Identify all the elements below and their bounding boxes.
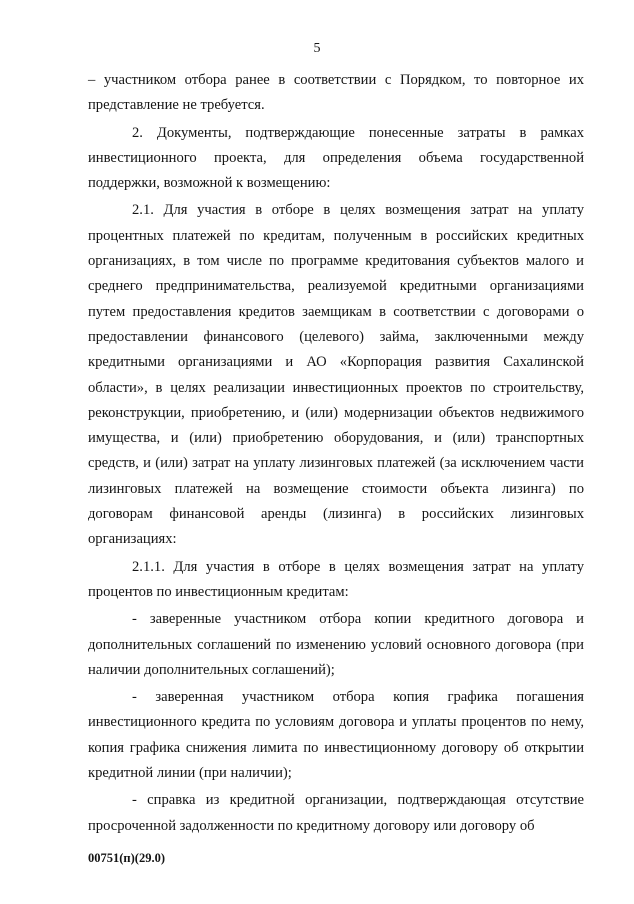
list-item: - заверенные участником отбора копии кредитного договора и дополнительных соглашений по изменению условий основного договора (при наличии дополнительных соглашений);	[88, 611, 584, 678]
page-number: 5	[313, 41, 321, 56]
list-item: - заверенная участником отбора копия графика погашения инвестиционного кредита по условиям договора и уплаты процентов по нему, копия графика снижения лимита по инвестиционному договору об открытии кредитной линии (при наличии);	[88, 689, 584, 782]
paragraph: 2.1. Для участия в отборе в целях возмещения затрат на уплату процентных платежей по кредитам, полученным в российских кредитных организациях, в том числе по программе кредитования субъектов малого и среднего предпринимательства, реализуемой кредитными организациями путем предоставления кредитов заемщикам в соответствии с договорами о предоставлении финансового (целевого) займа, заключенными между кредитными организациями и АО «Корпорация развития Сахалинской области», в целях реализации инвестиционных проектов по строительству, реконструкции, приобретению, и (или) модернизации объектов недвижимого имущества, и (или) приобретению оборудования, и (или) транспортных средств, и (или) затрат на уплату лизинговых платежей (за исключением части лизинговых платежей на возмещение стоимости объекта лизинга) по договорам финансовой аренды (лизинга) в российских лизинговых организациях:	[88, 202, 584, 548]
paragraph: – участником отбора ранее в соответствии с Порядком, то повторное их представление не требуется.	[88, 72, 584, 114]
paragraph: 2. Документы, подтверждающие понесенные затраты в рамках инвестиционного проекта, для определения объема государственной поддержки, возможной к возмещению:	[88, 124, 584, 192]
document-body	[88, 68, 584, 839]
list-item: - справка из кредитной организации, подтверждающая отсутствие просроченной задолженности по кредитному договору или договору об	[88, 792, 584, 834]
document-code: 00751(п)(29.0)	[88, 851, 165, 865]
paragraph: 2.1.1. Для участия в отборе в целях возмещения затрат на уплату процентов по инвестиционным кредитам:	[88, 558, 584, 600]
